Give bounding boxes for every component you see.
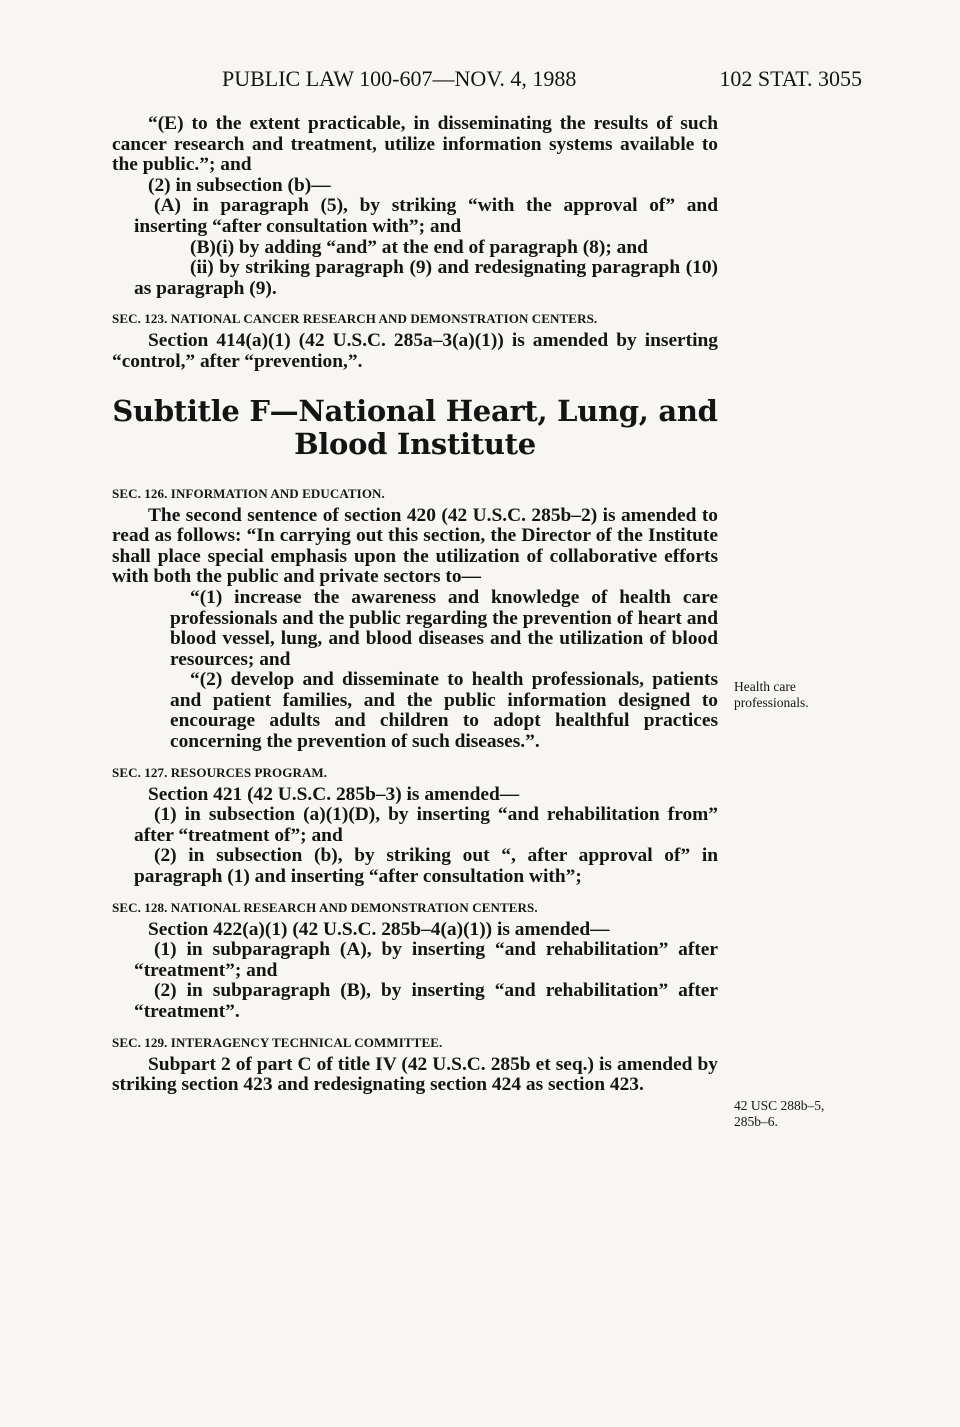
section-heading-123: SEC. 123. NATIONAL CANCER RESEARCH AND DEMONSTRATION CENTERS.: [112, 311, 598, 327]
section-128-text: Section 422(a)(1) (42 U.S.C. 285b–4(a)(1)) is amended—: [148, 918, 610, 940]
paragraph-a: (A) in paragraph (5), by striking “with the approval of” and inserting “after consultation with”; and: [134, 195, 718, 237]
margin-note-line: 42 USC 288b–5,: [734, 1098, 825, 1113]
section-128-item-2: (2) in subparagraph (B), by inserting “and rehabilitation” after “treatment”.: [134, 980, 718, 1022]
section-129-text: Subpart 2 of part C of title IV (42 U.S.C. 285b et seq.) is amended by striking section 423 and redesignating section 424 as section 423.: [112, 1053, 718, 1096]
document-body: [112, 114, 718, 1096]
page-header: [222, 66, 862, 96]
margin-note-line: professionals.: [734, 695, 809, 710]
section-heading-127: SEC. 127. RESOURCES PROGRAM.: [112, 764, 328, 780]
quoted-paragraph-2: “(2) develop and disseminate to health professionals, patients and patient families, and the public information designed to encourage adults and children to adopt healthful practices concerning the prevention of such diseases.”.: [170, 669, 718, 753]
statute-page-number: 102 STAT. 3055: [719, 66, 862, 91]
section-123-text: Section 414(a)(1) (42 U.S.C. 285a–3(a)(1)) is amended by inserting “control,” after “prevention,”.: [112, 330, 718, 372]
section-126-text: The second sentence of section 420 (42 U.S.C. 285b–2) is amended to read as follows: “In carrying out this section, the Director of the Institute shall place special emphasis upon the utilization of collaborative efforts with both the public and private sectors to—: [112, 504, 718, 588]
subtitle-heading: Subtitle F—National Heart, Lung, and Blood Institute: [112, 393, 718, 461]
section-heading-128: SEC. 128. NATIONAL RESEARCH AND DEMONSTRATION CENTERS.: [112, 899, 538, 915]
section-heading-129: SEC. 129. INTERAGENCY TECHNICAL COMMITTEE.: [112, 1034, 443, 1050]
margin-note-line: 285b–6.: [734, 1114, 778, 1129]
margin-note-usc-citation: [734, 1098, 884, 1130]
paragraph-b-i: (B)(i) by adding “and” at the end of paragraph (8); and: [190, 236, 648, 258]
margin-note-line: Health care: [734, 679, 796, 694]
section-127-item-1: (1) in subsection (a)(1)(D), by inserting “and rehabilitation from” after “treatment of”; and: [134, 804, 718, 846]
section-heading-126: SEC. 126. INFORMATION AND EDUCATION.: [112, 485, 385, 501]
section-127-item-2: (2) in subsection (b), by striking out “, after approval of” in paragraph (1) and inserting “after consultation with”;: [134, 845, 718, 888]
public-law-citation: PUBLIC LAW 100-607—NOV. 4, 1988: [222, 66, 577, 91]
paragraph-2-subsection-b: (2) in subsection (b)—: [148, 174, 331, 196]
paragraph-ii: (ii) by striking paragraph (9) and redesignating paragraph (10) as paragraph (9).: [134, 257, 718, 299]
margin-note-health-care: [734, 679, 884, 711]
paragraph-e: “(E) to the extent practicable, in disseminating the results of such cancer research and treatment, utilize information systems available to the public.”; and: [112, 113, 718, 176]
section-128-item-1: (1) in subparagraph (A), by inserting “and rehabilitation” after “treatment”; and: [134, 939, 718, 981]
section-127-text: Section 421 (42 U.S.C. 285b–3) is amended—: [148, 783, 520, 805]
quoted-paragraph-1: “(1) increase the awareness and knowledge of health care professionals and the public regarding the prevention of heart and blood vessel, lung, and blood diseases and the utilization of blood resources; and: [170, 586, 718, 670]
